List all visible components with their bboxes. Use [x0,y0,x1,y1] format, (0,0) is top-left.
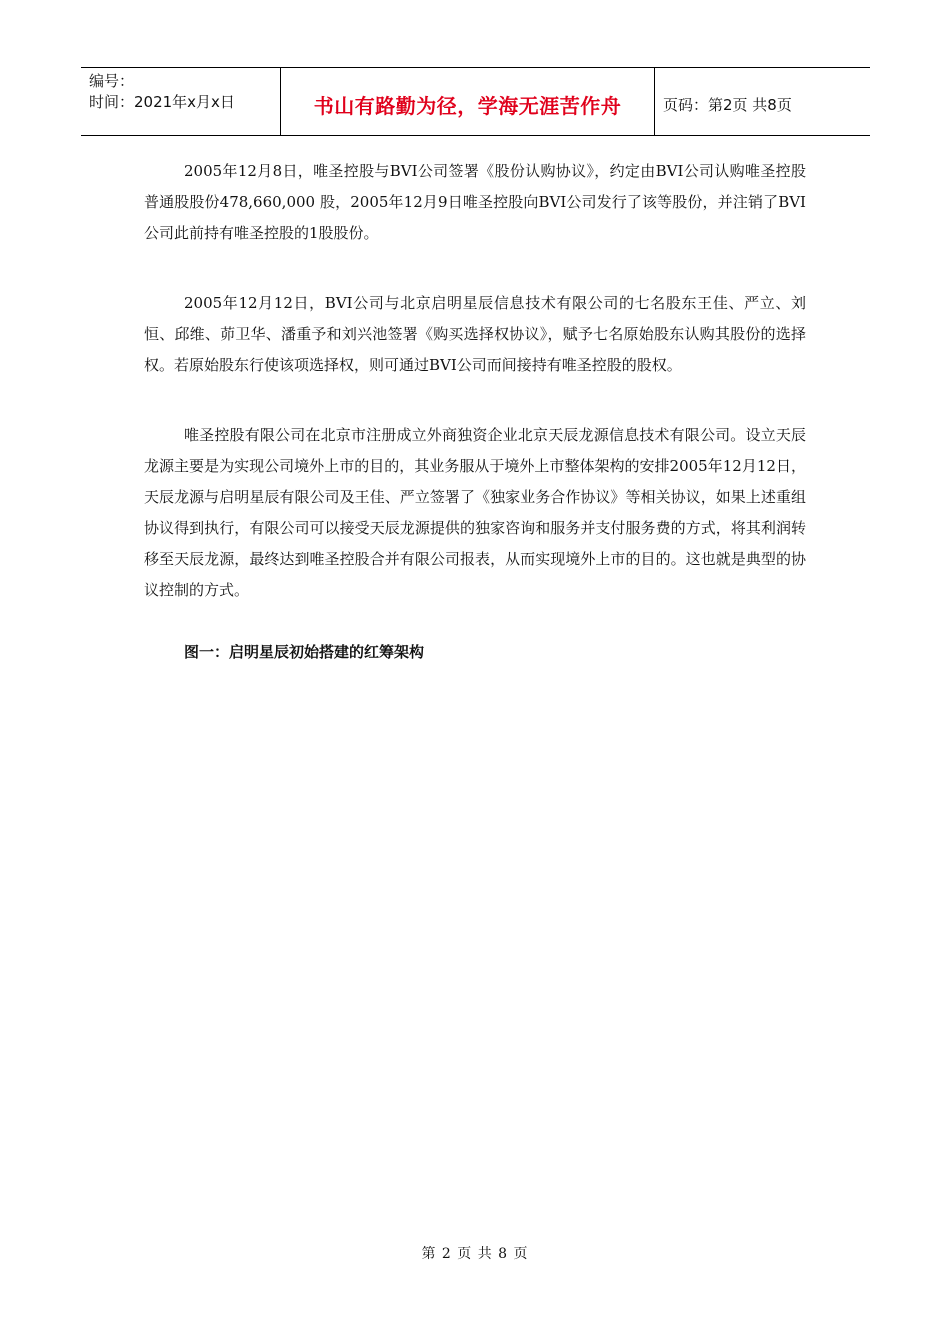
code-label: 编号： [89,72,135,90]
date-label: 时间：2021年x月x日 [89,93,235,111]
figure-caption: 图一：启明星辰初始搭建的红筹架构 [184,643,425,661]
document-body [144,156,806,668]
page-number-label: 页码：第2页 共8页 [663,96,792,114]
paragraph-option-agreement: 2005年12月12日，BVI公司与北京启明星辰信息技术有限公司的七名股东王佳、严立、刘恒、邱维、茆卫华、潘重予和刘兴池签署《购买选择权协议》，赋予七名原始股东认购其股份的选择权。若原始股东行使该项选择权，则可通过BVI公司而间接持有唯圣控股的股权。 [144,294,806,374]
motto-text: 书山有路勤为径，学海无涯苦作舟 [313,94,622,118]
header-meta-cell [81,68,281,135]
paragraph-wfoe-control: 唯圣控股有限公司在北京市注册成立外商独资企业北京天辰龙源信息技术有限公司。设立天辰龙源主要是为实现公司境外上市的目的，其业务服从于境外上市整体架构的安排2005年12月12日，天辰龙源与启明星辰有限公司及王佳、严立签署了《独家业务合作协议》等相关协议，如果上述重组协议得到执行，有限公司可以接受天辰龙源提供的独家咨询和服务并支付服务费的方式，将其利润转移至天辰龙源，最终达到唯圣控股合并有限公司报表，从而实现境外上市的目的。这也就是典型的协议控制的方式。 [144,426,806,599]
header-page-cell [655,68,870,135]
header-motto-cell [281,68,655,135]
page-footer: 第 2 页 共 8 页 [421,1246,529,1262]
page-header [81,67,870,136]
paragraph-share-subscription: 2005年12月8日，唯圣控股与BVI公司签署《股份认购协议》，约定由BVI公司认购唯圣控股普通股股份478,660,000 股，2005年12月9日唯圣控股向BVI公司发行了该等股份，并注销了BVI公司此前持有唯圣控股的1股股份。 [144,162,806,242]
